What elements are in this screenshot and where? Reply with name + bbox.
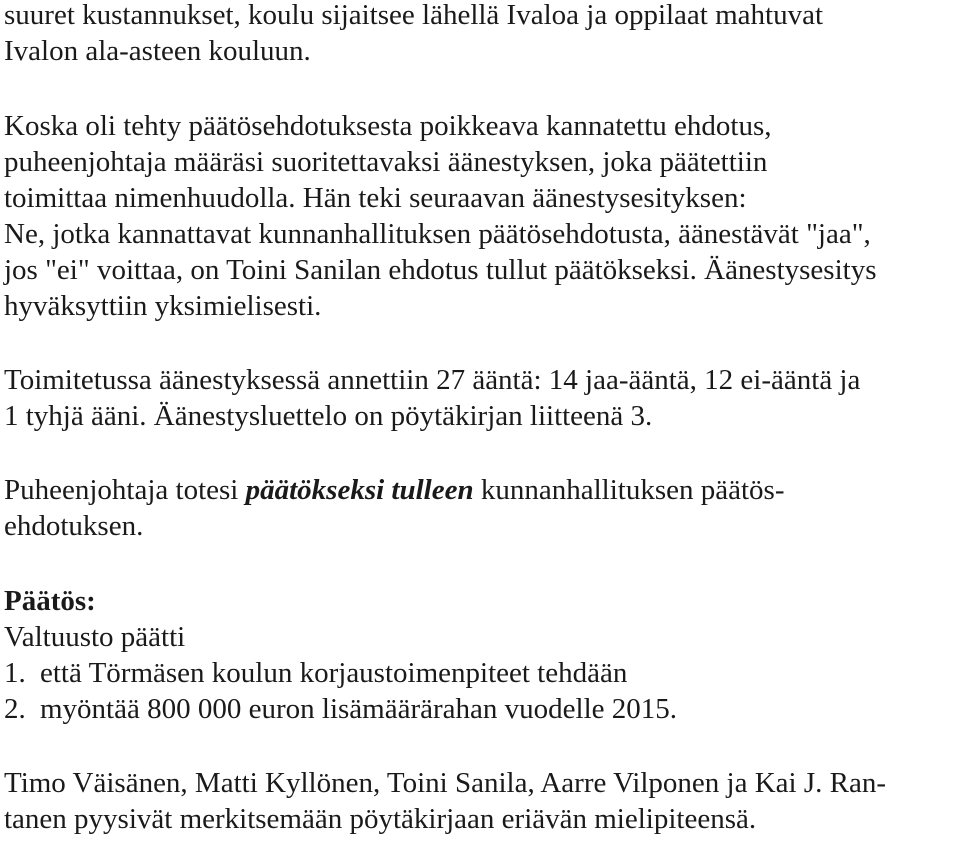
paragraph-4-line-2: ehdotuksen. bbox=[4, 510, 144, 542]
decision-item-1 bbox=[4, 655, 627, 692]
paragraph-4-text-before: Puheenjohtaja totesi bbox=[4, 474, 246, 506]
decision-heading: Päätös: bbox=[4, 585, 96, 617]
decision-item-1-text: että Törmäsen koulun korjaustoimenpiteet tehdään bbox=[40, 657, 628, 689]
paragraph-4-line-1 bbox=[4, 472, 784, 509]
paragraph-3-line-1: Toimitetussa äänestyksessä annettiin 27 ääntä: 14 jaa-ääntä, 12 ei-ääntä ja bbox=[4, 364, 861, 396]
emphasized-phrase: päätökseksi tulleen bbox=[245, 474, 474, 506]
paragraph-2-line-1: Koska oli tehty päätösehdotuksesta poikkeava kannatettu ehdotus, bbox=[4, 110, 772, 142]
decision-item-2-number: 2. bbox=[4, 693, 26, 725]
paragraph-2-line-3: toimittaa nimenhuudolla. Hän teki seuraavan äänestysesityksen: bbox=[4, 182, 747, 214]
paragraph-1-line-1: suuret kustannukset, koulu sijaitsee lähellä Ivaloa ja oppilaat mahtuvat bbox=[4, 0, 824, 31]
decision-item-1-number: 1. bbox=[4, 657, 26, 689]
decision-item-2 bbox=[4, 691, 677, 728]
paragraph-5-line-2: tanen pyysivät merkitsemään pöytäkirjaan eriävän mielipiteensä. bbox=[4, 803, 757, 835]
paragraph-3-line-2: 1 tyhjä ääni. Äänestysluettelo on pöytäkirjan liitteenä 3. bbox=[4, 400, 653, 432]
paragraph-2-line-5: jos "ei" voittaa, on Toini Sanilan ehdotus tullut päätökseksi. Äänestysesitys bbox=[4, 254, 877, 286]
paragraph-1-line-2: Ivalon ala-asteen kouluun. bbox=[4, 35, 311, 67]
paragraph-2-line-2: puheenjohtaja määräsi suoritettavaksi äänestyksen, joka päätettiin bbox=[4, 146, 768, 178]
paragraph-4-text-after: kunnanhallituksen päätös- bbox=[473, 474, 785, 506]
paragraph-5-line-1: Timo Väisänen, Matti Kyllönen, Toini Sanila, Aarre Vilponen ja Kai J. Ran- bbox=[4, 767, 886, 799]
decision-intro: Valtuusto päätti bbox=[4, 621, 186, 653]
decision-item-2-text: myöntää 800 000 euron lisämäärärahan vuodelle 2015. bbox=[40, 693, 677, 725]
paragraph-2-line-4: Ne, jotka kannattavat kunnanhallituksen päätösehdotusta, äänestävät "jaa", bbox=[4, 218, 871, 250]
paragraph-2-line-6: hyväksyttiin yksimielisesti. bbox=[4, 290, 322, 322]
